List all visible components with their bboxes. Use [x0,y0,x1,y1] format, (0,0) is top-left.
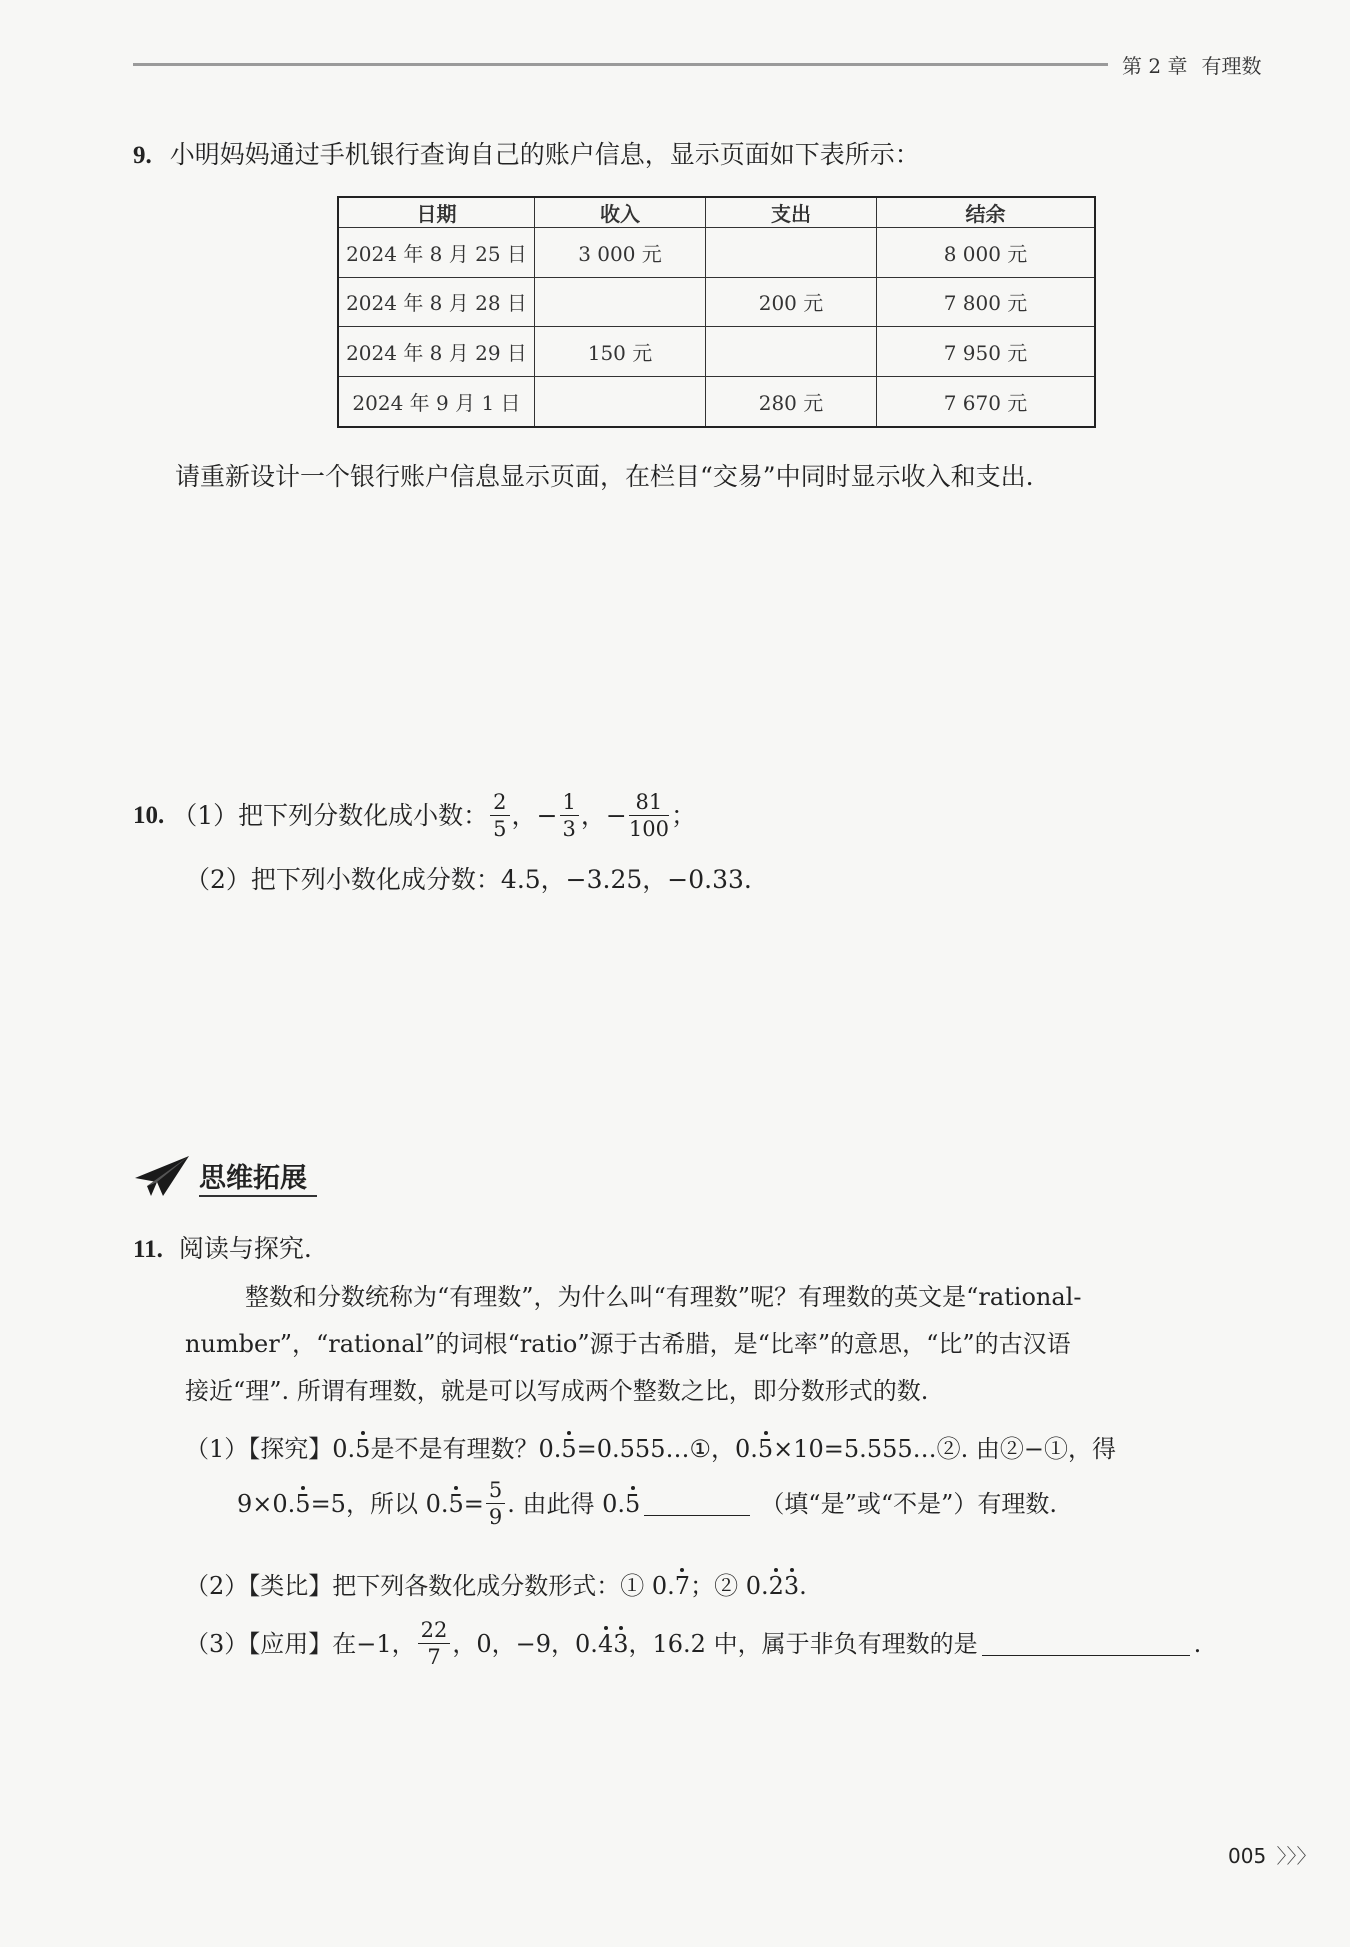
answer-blank[interactable] [644,1493,750,1516]
q9-instruction: 请重新设计一个银行账户信息显示页面，在栏目“交易”中同时显示收入和支出. [175,462,1034,491]
q11-number: 11. [133,1236,163,1263]
cell-income: 3 000 元 [535,228,706,278]
col-expense-header: 支出 [706,197,877,228]
q10-part1 [133,792,696,840]
q11-stem [133,1234,312,1265]
text: （填“是”或“不是”）有理数. [760,1489,1058,1518]
repeating-digit: 3 [783,1572,800,1600]
q9-stem [133,140,920,171]
minus-sign: − [605,801,627,830]
text: （1）【探究】0. [185,1435,356,1463]
section-title: 思维拓展 [199,1162,307,1194]
text: . [1193,1629,1202,1658]
cell-date: 2024 年 8 月 25 日 [338,228,535,278]
col-balance-header: 结余 [877,197,1096,228]
text: . [799,1572,807,1600]
repeating-digit: 7 [674,1572,691,1600]
repeating-digit: 2 [768,1572,784,1600]
cell-date: 2024 年 8 月 29 日 [338,327,535,377]
header-rule [133,63,1108,66]
fraction-2-5: $\frac{2}{5}$ [490,792,509,840]
cell-income: 150 元 [535,327,706,377]
q9-number: 9. [133,142,152,169]
account-table [337,196,1096,428]
cell-balance: 7 670 元 [877,376,1096,427]
text: ；② 0. [690,1572,769,1600]
repeating-digit: 5 [757,1435,774,1463]
text: ，0，−9，0. [452,1629,598,1658]
text: = [463,1489,484,1518]
repeating-digit: 3 [613,1629,629,1658]
text: ，16.2 中，属于非负有理数的是 [628,1629,978,1658]
q11-para-line2: number”，“rational”的词根“ratio”源于古希腊，是“比率”的意思，“比”的古汉语 [185,1330,1071,1358]
page-number-text: 005 [1228,1844,1267,1868]
table-row [338,277,1095,327]
answer-blank[interactable] [982,1633,1190,1656]
q11-para-line3: 接近“理”. 所谓有理数，就是可以写成两个整数之比，即分数形式的数. [185,1377,929,1405]
text: 9×0. [237,1489,296,1518]
page-number [1228,1840,1317,1869]
cell-date: 2024 年 9 月 1 日 [338,376,535,427]
running-header [1122,50,1261,79]
fraction-5-9: $\frac{5}{9}$ [486,1480,505,1528]
cell-balance: 8 000 元 [877,228,1096,278]
cell-balance: 7 950 元 [877,327,1096,377]
q10-part2: （2）把下列小数化成分数：4.5，−3.25，−0.33. [185,865,752,894]
fraction-81-100: $\frac{81}{100}$ [628,790,669,841]
cell-expense [706,228,877,278]
text: =5，所以 0. [310,1489,449,1518]
col-date-header: 日期 [338,197,535,228]
repeating-digit: 5 [448,1489,464,1518]
table-header-row [338,197,1095,228]
repeating-digit: 5 [355,1435,371,1463]
repeating-digit: 5 [561,1435,577,1463]
q11-part2 [185,1572,807,1601]
cell-income [535,376,706,427]
chevrons-icon: 〉〉〉 [1276,1844,1317,1868]
cell-expense [706,327,877,377]
repeating-digit: 4 [597,1629,614,1658]
text: ×10=5.555…②. 由②−①，得 [773,1435,1116,1463]
cell-expense: 200 元 [706,277,877,327]
cell-income [535,277,706,327]
q11-heading: 阅读与探究. [178,1234,312,1263]
text: （3）【应用】在−1， [185,1629,416,1658]
col-income-header: 收入 [535,197,706,228]
section-underline [199,1195,317,1197]
fraction-22-7: $\frac{22}{7}$ [418,1620,451,1668]
text: 是不是有理数？0. [370,1435,562,1463]
text: . 由此得 0. [507,1489,626,1518]
cell-expense: 280 元 [706,376,877,427]
chapter-title: 有理数 [1201,54,1262,78]
fraction-1-3: $\frac{1}{3}$ [560,792,579,840]
q10-part1-label: （1）把下列分数化成小数： [172,801,489,830]
separator: ， [580,801,606,830]
q11-part1-line2 [237,1480,1057,1528]
cell-balance: 7 800 元 [877,277,1096,327]
cell-date: 2024 年 8 月 28 日 [338,277,535,327]
text: =0.555…①，0. [576,1435,758,1463]
end-punct: ； [670,801,696,830]
q10-number: 10. [133,802,165,829]
q11-part3 [185,1620,1201,1668]
q9-text: 小明妈妈通过手机银行查询自己的账户信息，显示页面如下表所示： [169,140,920,169]
q11-para-line1: 整数和分数统称为“有理数”，为什么叫“有理数”呢？有理数的英文是“rational- [245,1283,1082,1311]
q11-part1-line1 [185,1435,1116,1464]
text: （2）【类比】把下列各数化成分数形式：① 0. [185,1572,675,1600]
separator: ， [511,801,537,830]
chapter-number: 第 2 章 [1122,54,1188,78]
repeating-digit: 5 [295,1489,311,1518]
section-heading [133,1154,317,1198]
repeating-digit: 5 [625,1489,641,1518]
table-row [338,327,1095,377]
minus-sign: − [536,801,558,830]
table-row [338,376,1095,427]
paper-plane-icon [133,1154,191,1198]
table-row [338,228,1095,278]
